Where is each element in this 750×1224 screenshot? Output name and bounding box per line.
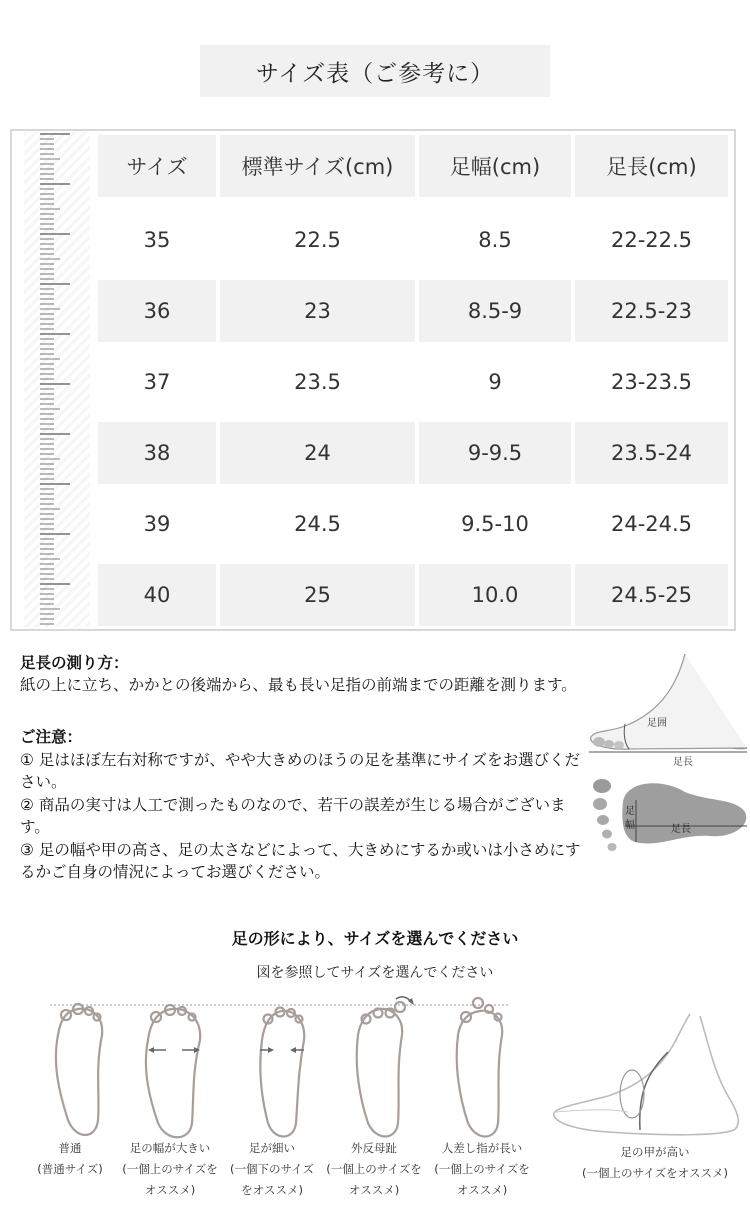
cell-standard: 23 (220, 280, 415, 342)
caption-name: 人差し指が長い (441, 1141, 523, 1155)
cell-size: 37 (143, 370, 171, 394)
table-row (98, 280, 728, 342)
caption-note: (普通サイズ) (37, 1162, 103, 1176)
shape-section-subtitle: 図を参照してサイズを選んでください (256, 965, 494, 981)
caption-name: 足が細い (249, 1141, 295, 1155)
cell-length: 22-22.5 (610, 228, 693, 252)
table-header-row (98, 135, 728, 197)
length-label-top: 足長 (673, 757, 693, 768)
caption-name: 足の甲が高い (620, 1145, 690, 1159)
cell-standard: 22.5 (294, 228, 341, 252)
foot-wide-icon (146, 1005, 200, 1137)
cell-standard: 24.5 (294, 512, 341, 536)
header-foot-length: 足長(cm) (575, 135, 728, 197)
measure-text: 紙の上に立ち、かかとの後端から、最も長い足指の前端までの距離を測ります。 (20, 676, 577, 694)
table-row (98, 564, 728, 626)
cell-width: 9-9.5 (419, 422, 571, 484)
caption-note: (一個上のサイズをオススメ) (582, 1166, 728, 1180)
measure-section (20, 652, 660, 696)
header-size: サイズ (98, 135, 216, 197)
cell-size: 36 (98, 280, 216, 342)
foot-shapes-illustration (40, 995, 520, 1145)
cell-size: 35 (143, 228, 171, 252)
cell-standard: 24 (220, 422, 415, 484)
header-foot-width: 足幅(cm) (419, 135, 571, 197)
caption-name: 外反母趾 (351, 1141, 397, 1155)
foot-normal-icon (56, 1004, 102, 1135)
caption-note: (一個上のサイズをオススメ) (434, 1162, 530, 1197)
table-row (98, 351, 728, 413)
note-item: ① 足はほぼ左右対称ですが、やや大きめのほうの足を基準にサイズをお選びください。 (20, 750, 581, 791)
cell-length: 24.5-25 (575, 564, 728, 626)
width-label-a: 足 (625, 806, 635, 817)
caption-name: 足の幅が大きい (129, 1141, 211, 1155)
notes-heading: ご注意： (20, 728, 83, 746)
foot-caption-wide (122, 1138, 218, 1201)
cell-standard: 23.5 (294, 370, 341, 394)
foot-narrow-icon (260, 1008, 304, 1137)
high-instep-foot-icon (548, 1012, 748, 1140)
cell-width: 8.5 (478, 228, 512, 252)
cell-length: 24-24.5 (610, 512, 693, 536)
measure-heading: 足長の測り方： (20, 654, 129, 672)
cell-length: 23-23.5 (610, 370, 693, 394)
note-item: ③ 足の幅や甲の高さ、足の太さなどによって、大きめにするか或いは小さめにするかご自身の情況によってお選びください。 (20, 840, 581, 881)
header-standard-size: 標準サイズ(cm) (220, 135, 415, 197)
cell-standard: 25 (220, 564, 415, 626)
caption-note: (一個上のサイズをオススメ) (326, 1162, 422, 1197)
foot-caption-long-toe (432, 1138, 532, 1201)
cell-width: 10.0 (419, 564, 571, 626)
length-label-bottom: 足長 (671, 824, 691, 835)
cell-size: 38 (98, 422, 216, 484)
cell-length: 23.5-24 (575, 422, 728, 484)
girth-label: 足囲 (647, 718, 667, 729)
table-row (98, 209, 728, 271)
cell-length: 22.5-23 (575, 280, 728, 342)
table-row (98, 422, 728, 484)
table-row (98, 493, 728, 555)
side-view-caption (565, 1142, 745, 1184)
page-title: サイズ表（ご参考に） (200, 45, 550, 97)
foot-caption-narrow (226, 1138, 318, 1201)
caption-note: (一個下のサイズをオススメ) (229, 1162, 315, 1197)
cell-size: 40 (98, 564, 216, 626)
cell-size: 39 (143, 512, 171, 536)
caption-note: (一個上のサイズをオススメ) (122, 1162, 218, 1197)
ruler-icon (24, 132, 90, 627)
width-label-b: 幅 (625, 820, 635, 831)
cell-width: 9.5-10 (461, 512, 529, 536)
foot-caption-normal (30, 1138, 110, 1180)
foot-caption-bunion (326, 1138, 422, 1201)
foot-bunion-icon (357, 997, 414, 1137)
note-item: ② 商品の実寸は人工で測ったものなので、若干の誤差が生じる場合がございます。 (20, 795, 566, 836)
foot-long-toe-icon (457, 998, 502, 1137)
caption-name: 普通 (58, 1141, 82, 1155)
notes-section (20, 726, 590, 884)
foot-measure-illustration (585, 652, 750, 882)
cell-width: 9 (488, 370, 502, 394)
ruler-decoration (24, 132, 90, 627)
cell-width: 8.5-9 (419, 280, 571, 342)
shape-section-title: 足の形により、サイズを選んでください (231, 929, 519, 948)
